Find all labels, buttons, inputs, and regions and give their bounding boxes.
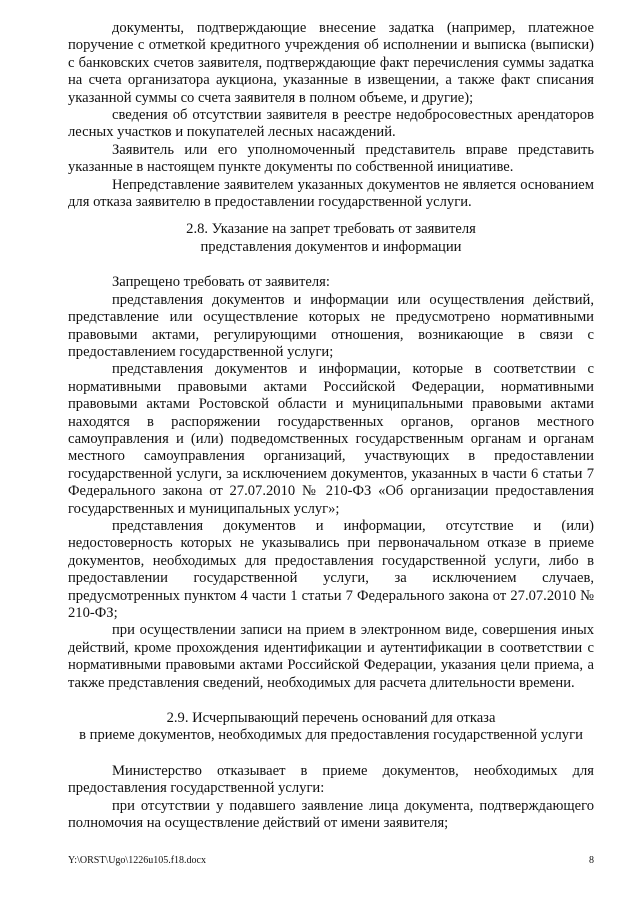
section-2-8-heading-line1: 2.8. Указание на запрет требовать от заявителя (186, 221, 476, 238)
paragraph-registry-info: сведения об отсутствии заявителя в реестре недобросовестных арендаторов лесных участков и покупателей лесных насаждений. (68, 107, 594, 141)
paragraph-own-initiative: Заявитель или его уполномоченный представитель вправе представить указанные в настоящем пункте документы по собственной инициативе. (68, 141, 594, 176)
document-page (68, 20, 594, 832)
section-2-8-item-4: при осуществлении записи на прием в электронном виде, совершения иных действий, кроме прохождения идентификации и аутентификации в соответствии с нормативными правовыми актами Российской Федерации, указания цели приема, а также представления сведений, необходимых для расчета длительности времени. (68, 622, 594, 691)
section-2-8-heading-line2: представления документов и информации (200, 238, 462, 255)
footer-file-path: Y:\ORST\Ugo\1226u105.f18.docx (68, 855, 206, 866)
section-2-8-intro: Запрещено требовать от заявителя: (112, 274, 330, 291)
paragraph-deposit-documents: документы, подтверждающие внесение задатка (например, платежное поручение с отметкой кредитного учреждения об исполнении и выписка (выписки) с банковских счетов заявителя, подтверждающие факт перечисления суммы задатка на счета организатора аукциона, указанные в извещении, а также факт списания указанной суммы со счета заявителя в полном объеме, и другие); (68, 20, 594, 106)
section-2-9-heading-line1: 2.9. Исчерпывающий перечень оснований для отказа (166, 710, 496, 727)
paragraph-non-submission: Непредставление заявителем указанных документов не является основанием для отказа заявителю в предоставлении государственной услуги. (68, 176, 594, 211)
section-2-9-heading-line2: в приеме документов, необходимых для предоставления государственной услуги (79, 727, 583, 744)
section-2-8-item-2: представления документов и информации, которые в соответствии с нормативными правовыми актами Российской Федерации, нормативными правовыми актами Ростовской области и муниципальными правовыми актами находятся в распоряжении государственных органов, органов местного самоуправления и (или) подведомственных государственным органам и органам местного самоуправления организаций, участвующих в предоставлении государственной услуги, за исключением документов, указанных в части 6 статьи 7 Федерального закона от 27.07.2010 № 210-ФЗ «Об организации предоставления государственных и муниципальных услуг»; (68, 361, 594, 517)
section-2-8-item-3: представления документов и информации, отсутствие и (или) недостоверность которых не указывались при первоначальном отказе в приеме документов, необходимых для предоставления государственной услуги, либо в предоставлении государственной услуги, за исключением случаев, предусмотренных пунктом 4 части 1 статьи 7 Федерального закона от 27.07.2010 № 210-ФЗ; (68, 517, 594, 621)
section-2-9-item-2: при отсутствии у подавшего заявление лица документа, подтверждающего полномочия на осуществление действий от имени заявителя; (68, 797, 594, 832)
section-2-9-item-1: Министерство отказывает в приеме документов, необходимых для предоставления государственной услуги: (68, 762, 594, 797)
section-2-8-item-1: представления документов и информации или осуществления действий, представление или осуществление которых не предусмотрено нормативными правовыми актами, регулирующими отношения, возникающие в связи с предоставлением государственной услуги; (68, 291, 594, 360)
page-number: 8 (589, 855, 594, 866)
